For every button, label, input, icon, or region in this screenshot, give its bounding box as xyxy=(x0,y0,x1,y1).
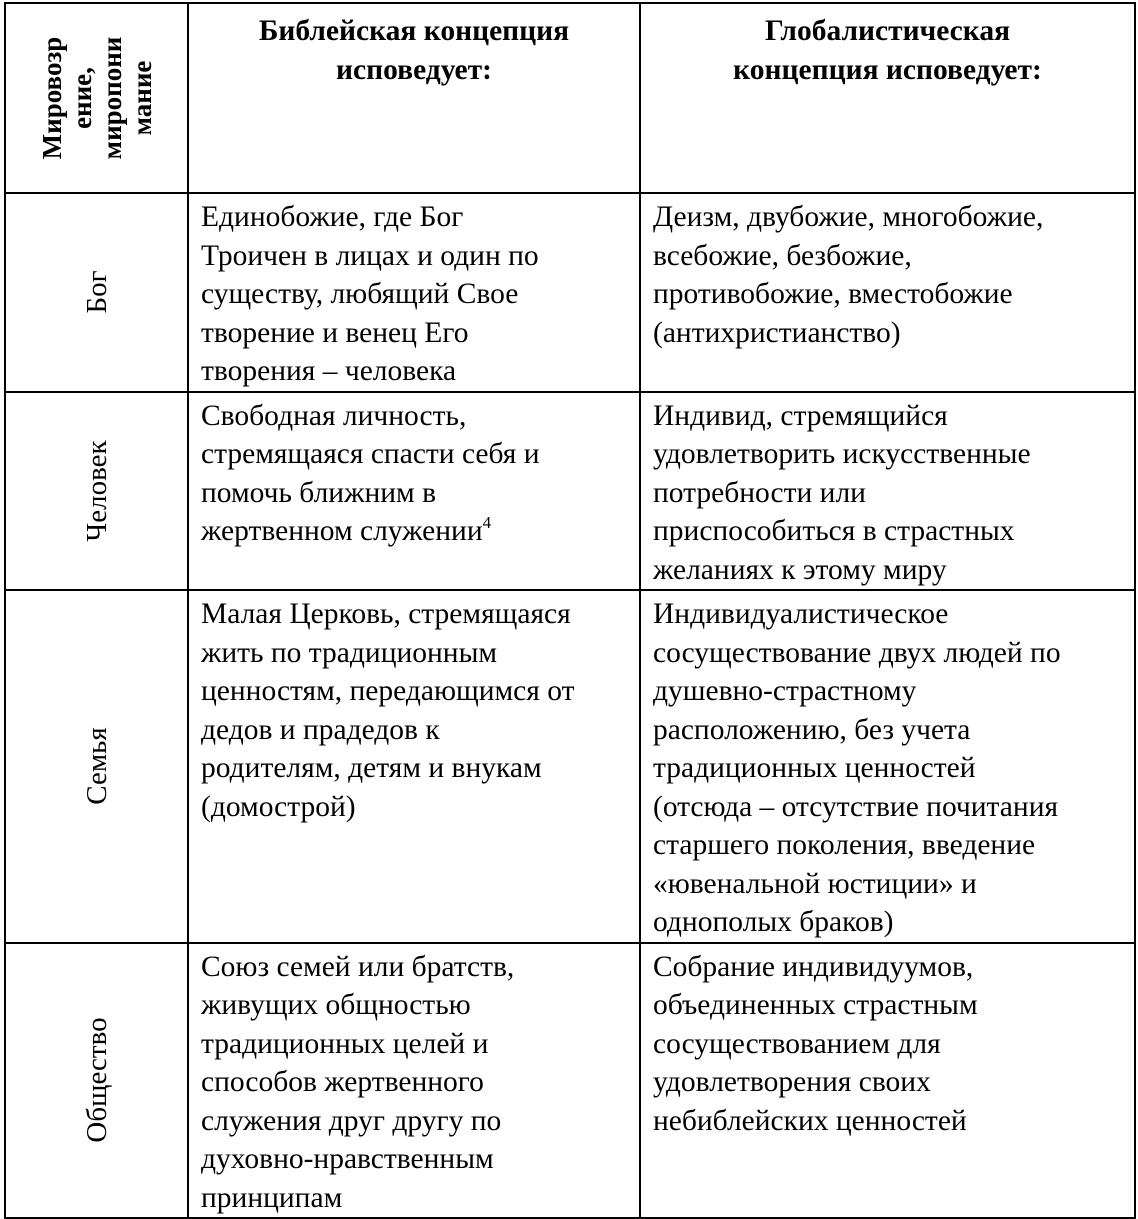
row-label: Семья xyxy=(80,727,113,805)
row-label: Бог xyxy=(80,270,113,314)
globalist-cell: Индивидуалистическое сосуществование двух людей по душевно-страстному расположению, без учета традиционных ценностей (отсюда – отсутствие почитания старшего поколения, введение «ювенальной юстиции» и однополых браков) xyxy=(640,590,1135,943)
table-row xyxy=(5,392,1135,591)
biblical-text: Свободная личность, стремящаяся спасти себя и помочь ближним в жертвенном служении xyxy=(201,399,540,547)
globalist-cell: Собрание индивидуумов, объединенных страстным сосуществованием для удовлетворения своих небиблейских ценностей xyxy=(640,943,1135,1219)
comparison-table xyxy=(4,2,1136,1219)
row-label: Человек xyxy=(80,440,113,542)
biblical-cell: Малая Церковь, стремящаяся жить по традиционным ценностям, передающимся от дедов и прадедов к родителям, детям и внукам (домострой) xyxy=(188,590,640,943)
table-row xyxy=(5,943,1135,1219)
header-globalist: Глобалистическая концепция исповедует: xyxy=(640,3,1135,193)
biblical-cell: Союз семей или братств, живущих общностью традиционных целей и способов жертвенного служения друг другу по духовно-нравственным принципам xyxy=(188,943,640,1219)
header-worldview-cell xyxy=(5,3,188,193)
header-worldview-label: Мировозр ение, миропони мание xyxy=(36,36,157,160)
table-row xyxy=(5,590,1135,943)
row-label: Общество xyxy=(80,1017,113,1143)
globalist-cell: Индивид, стремящийся удовлетворить искусственные потребности или приспособиться в страстных желаниях к этому миру xyxy=(640,392,1135,591)
table-row xyxy=(5,193,1135,392)
footnote-marker[interactable]: 4 xyxy=(482,513,492,532)
row-label-cell xyxy=(5,193,188,392)
globalist-cell: Деизм, двубожие, многобожие, всебожие, безбожие, противобожие, вместобожие (антихристианство) xyxy=(640,193,1135,392)
biblical-cell: Единобожие, где Бог Троичен в лицах и один по существу, любящий Свое творение и венец Его творения – человека xyxy=(188,193,640,392)
biblical-cell xyxy=(188,392,640,591)
header-row xyxy=(5,3,1135,193)
row-label-cell xyxy=(5,392,188,591)
row-label-cell xyxy=(5,943,188,1219)
row-label-cell xyxy=(5,590,188,943)
header-biblical: Библейская концепция исповедует: xyxy=(188,3,640,193)
